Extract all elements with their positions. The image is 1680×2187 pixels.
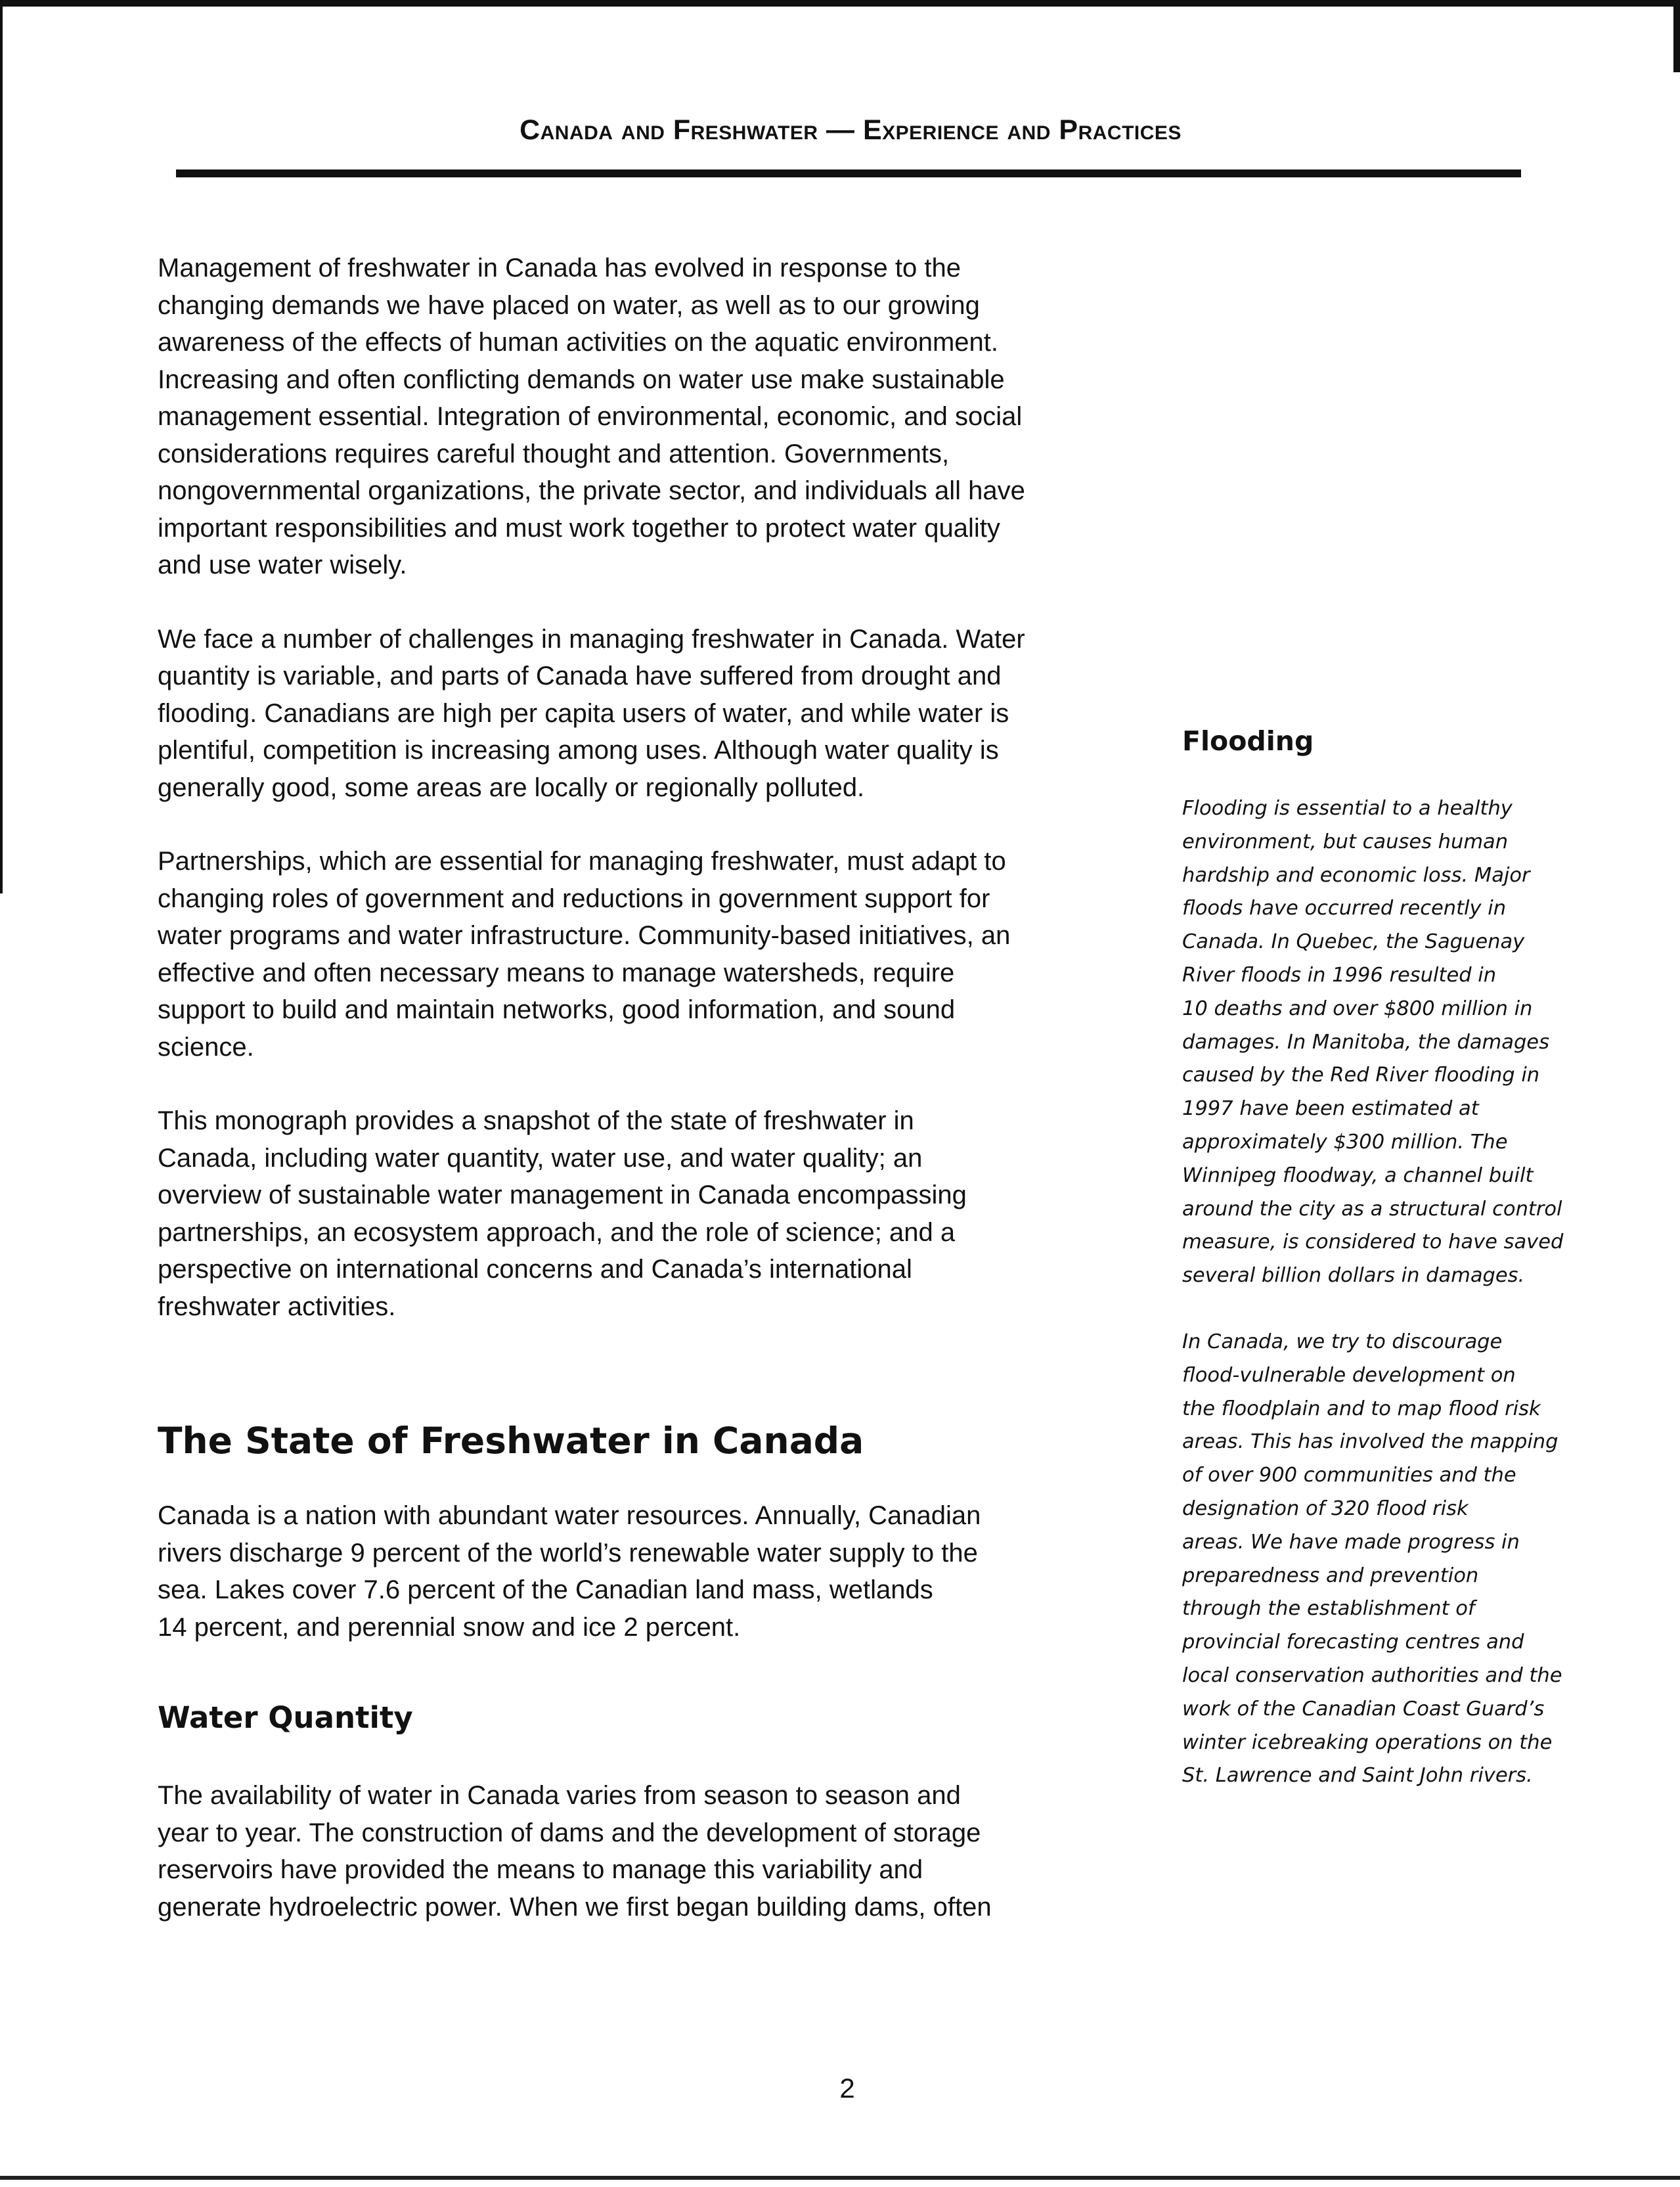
text-line: flood-vulnerable development on <box>1182 1363 1516 1387</box>
scan-edge-right <box>1673 0 1680 72</box>
text-line: Partnerships, which are essential for managing freshwater, must adapt to <box>158 847 1006 876</box>
section-paragraph <box>158 1497 1110 1646</box>
text-line: awareness of the effects of human activities on the aquatic environment. <box>158 328 998 357</box>
text-line: 10 deaths and over $800 million in <box>1182 997 1533 1020</box>
text-line: St. Lawrence and Saint John rivers. <box>1182 1764 1533 1788</box>
text-line: Management of freshwater in Canada has evolved in response to the <box>158 254 961 282</box>
intro-paragraph-4 <box>158 1102 1110 1325</box>
text-line: sea. Lakes cover 7.6 percent of the Canadian land mass, wetlands <box>158 1575 933 1604</box>
text-line: effective and often necessary means to manage watersheds, require <box>158 958 955 987</box>
text-line: Canada is a nation with abundant water resources. Annually, Canadian <box>158 1501 981 1530</box>
text-line: areas. We have made progress in <box>1182 1530 1520 1554</box>
intro-paragraph-1 <box>158 250 1110 584</box>
text-line: measure, is considered to have saved <box>1182 1230 1564 1254</box>
text-line: around the city as a structural control <box>1182 1197 1562 1221</box>
text-line: changing roles of government and reductions in government support for <box>158 884 990 913</box>
spacer <box>158 1646 1110 1698</box>
text-line: year to year. The construction of dams and the development of storage <box>158 1818 981 1847</box>
text-line: The availability of water in Canada varies from season to season and <box>158 1781 961 1810</box>
text-line: Flooding is essential to a healthy <box>1182 797 1513 820</box>
spacer <box>158 1325 1110 1417</box>
text-line: the floodplain and to map flood risk <box>1182 1397 1541 1420</box>
text-line: 14 percent, and perennial snow and ice 2 percent. <box>158 1612 741 1642</box>
text-line: 1997 have been estimated at <box>1182 1097 1479 1121</box>
intro-paragraph-3 <box>158 843 1110 1066</box>
text-line: hardship and economic loss. Major <box>1182 863 1530 887</box>
spacer <box>1182 1293 1576 1326</box>
spacer <box>158 1066 1110 1102</box>
text-line: Canada. In Quebec, the Saguenay <box>1182 930 1525 954</box>
scan-edge-left <box>0 0 3 893</box>
text-line: of over 900 communities and the <box>1182 1464 1516 1487</box>
text-line: provincial forecasting centres and <box>1182 1631 1524 1654</box>
scan-edge-bottom <box>0 2176 1680 2180</box>
text-line: overview of sustainable water management in Canada encompassing <box>158 1181 967 1209</box>
text-line: reservoirs have provided the means to manage this variability and <box>158 1855 923 1884</box>
text-line: We face a number of challenges in managing freshwater in Canada. Water <box>158 624 1025 654</box>
text-line: damages. In Manitoba, the damages <box>1182 1030 1549 1054</box>
text-line: preparedness and prevention <box>1182 1564 1479 1587</box>
text-line: nongovernmental organizations, the private sector, and individuals all have <box>158 476 1025 505</box>
section-heading: The State of Freshwater in Canada <box>158 1420 864 1462</box>
text-line: River floods in 1996 resulted in <box>1182 963 1497 987</box>
text-line: water programs and water infrastructure. Community-based initiatives, an <box>158 921 1011 950</box>
text-line: flooding. Canadians are high per capita users of water, and while water is <box>158 698 1009 728</box>
text-line: caused by the Red River flooding in <box>1182 1064 1540 1087</box>
page-number: 2 <box>839 2073 855 2104</box>
intro-paragraph-2 <box>158 621 1110 807</box>
sidebar-paragraph-2 <box>1182 1326 1576 1793</box>
text-line: support to build and maintain networks, good information, and sound <box>158 995 956 1024</box>
text-line: considerations requires careful thought and attention. Governments, <box>158 439 950 468</box>
text-line: changing demands we have placed on water, as well as to our growing <box>158 290 980 320</box>
subsection-heading: Water Quantity <box>158 1700 413 1735</box>
text-line: Canada, including water quantity, water use, and water quality; an <box>158 1143 923 1173</box>
running-head: Canada and Freshwater — Experience and Practices <box>519 114 1182 146</box>
spacer <box>158 1738 1110 1777</box>
main-column <box>158 250 1110 1926</box>
text-line: management essential. Integration of environmental, economic, and social <box>158 402 1023 431</box>
sidebar-flooding <box>1182 723 1576 1793</box>
subsection-paragraph <box>158 1777 1110 1926</box>
text-line: work of the Canadian Coast Guard’s <box>1182 1697 1545 1721</box>
text-line: generally good, some areas are locally or regionally polluted. <box>158 773 865 802</box>
text-line: freshwater activities. <box>158 1292 396 1321</box>
spacer <box>158 1464 1110 1497</box>
text-line: perspective on international concerns and Canada’s international <box>158 1255 912 1284</box>
spacer <box>158 806 1110 843</box>
text-line: In Canada, we try to discourage <box>1182 1330 1503 1353</box>
text-line: winter icebreaking operations on the <box>1182 1730 1553 1754</box>
text-line: several billion dollars in damages. <box>1182 1264 1525 1288</box>
text-line: areas. This has involved the mapping <box>1182 1430 1558 1454</box>
text-line: plentiful, competition is increasing among uses. Although water quality is <box>158 736 999 765</box>
text-line: Winnipeg floodway, a channel built <box>1182 1163 1534 1187</box>
text-line: through the establishment of <box>1182 1597 1475 1621</box>
text-line: rivers discharge 9 percent of the world’s renewable water supply to the <box>158 1538 978 1567</box>
text-line: Increasing and often conflicting demands on water use make sustainable <box>158 365 1005 394</box>
sidebar-paragraph-1 <box>1182 792 1576 1293</box>
text-line: partnerships, an ecosystem approach, and the role of science; and a <box>158 1217 956 1247</box>
text-line: floods have occurred recently in <box>1182 897 1507 920</box>
spacer <box>158 584 1110 621</box>
text-line: This monograph provides a snapshot of the state of freshwater in <box>158 1106 914 1135</box>
text-line: important responsibilities and must work together to protect water quality <box>158 513 1000 543</box>
header-rule <box>176 169 1521 177</box>
text-line: environment, but causes human <box>1182 830 1509 853</box>
text-line: approximately $300 million. The <box>1182 1130 1508 1154</box>
scan-edge-top <box>0 0 1680 7</box>
text-line: quantity is variable, and parts of Canada have suffered from drought and <box>158 662 1002 690</box>
text-line: and use water wisely. <box>158 551 407 579</box>
text-line: generate hydroelectric power. When we first began building dams, often <box>158 1892 992 1922</box>
text-line: designation of 320 flood risk <box>1182 1497 1469 1520</box>
text-line: local conservation authorities and the <box>1182 1663 1562 1687</box>
text-line: science. <box>158 1032 254 1062</box>
sidebar-title: Flooding <box>1182 725 1314 757</box>
